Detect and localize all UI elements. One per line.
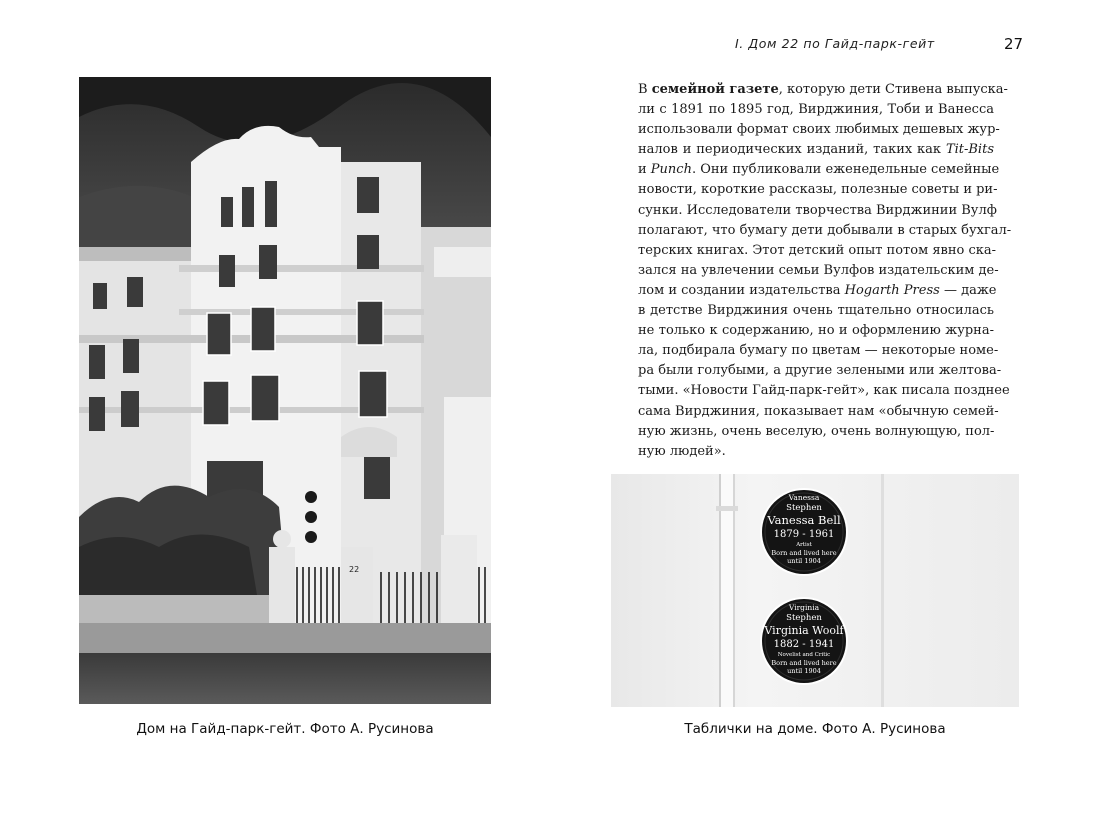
text-segment: новости, короткие рассказы, полезные советы и ри- [638, 182, 998, 198]
text-segment: налов и периодических изданий, таких как [638, 142, 946, 158]
text-line [638, 261, 999, 281]
plaque-top-name: Vanessa Bell [767, 513, 841, 527]
body-paragraph [638, 80, 1012, 462]
text-line [638, 301, 994, 321]
text-segment: сама Вирджиния, показывает нам «обычную семей- [638, 403, 999, 419]
text-segment: . Они публиковали еженедельные семейные [691, 162, 1000, 178]
text-segment: тыми. «Новости Гайд-парк-гейт», как писала позднее [638, 383, 1010, 399]
plaque-top-years: 1879 - 1961 [773, 529, 835, 540]
bold-text: семейной газете [651, 82, 779, 97]
text-segment: в детстве Вирджиния очень тщательно относилась [638, 303, 994, 319]
text-line [638, 341, 999, 361]
plaque-bottom-name: Virginia Woolf [764, 624, 844, 637]
text-line [638, 221, 1012, 241]
text-line [638, 120, 1000, 140]
text-line [638, 402, 999, 422]
text-segment: В [638, 82, 652, 97]
plaque-bottom-role: Novelist and Critic [777, 652, 831, 658]
plaques-photo-caption: Таблички на доме. Фото А. Русинова [684, 721, 946, 737]
house-number: 22 [349, 565, 360, 574]
italic-text: Hogarth Press [844, 282, 940, 298]
text-line [638, 241, 997, 261]
text-line [638, 80, 1008, 100]
text-segment: — даже [939, 282, 997, 298]
plaques-photo [611, 474, 1019, 707]
running-head: I. Дом 22 по Гайд-парк-гейт [735, 36, 935, 51]
text-segment: терских книгах. Этот детский опыт потом явно ска- [638, 242, 997, 258]
text-segment: использовали формат своих любимых дешевых жур- [638, 122, 1000, 138]
plaque-virginia-woolf [760, 597, 848, 685]
text-line [638, 281, 997, 301]
page-number: 27 [1004, 35, 1024, 53]
plaque-bottom-years: 1882 - 1941 [773, 639, 835, 650]
text-line [638, 100, 994, 120]
text-segment: ра были голубыми, а другие зелеными или желтова- [638, 363, 1002, 379]
plaque-top-role: Artist [796, 542, 812, 548]
text-segment: ли с 1891 по 1895 год, Вирджиния, Тоби и Ванесса [638, 102, 994, 118]
italic-text: Tit-Bits [945, 142, 994, 158]
text-segment: и [638, 162, 651, 178]
plaque-bottom-line2: Stephen [786, 613, 822, 623]
text-line [638, 140, 994, 160]
text-segment: полагают, что бумагу дети добывали в старых бухгал- [638, 222, 1012, 238]
text-line [638, 422, 994, 442]
plaque-bottom-line1: Virginia [788, 603, 820, 612]
text-line [638, 201, 997, 221]
text-segment: ную жизнь, очень веселую, очень волнующую, пол- [638, 423, 995, 439]
plaque-top-line7: until 1904 [787, 557, 821, 565]
plaque-top-line6: Born and lived here [771, 549, 837, 557]
plaque-bottom-line6: Born and lived here [771, 659, 837, 667]
text-line [638, 361, 1002, 381]
text-segment: ную людей». [638, 443, 726, 459]
plaque-vanessa-bell [760, 488, 848, 576]
text-line [638, 180, 998, 200]
text-segment: сунки. Исследователи творчества Вирджинии Вулф [638, 202, 997, 218]
text-line [638, 160, 1000, 180]
plaque-bottom-line7: until 1904 [787, 667, 821, 675]
text-segment: , которую дети Стивена выпуска- [778, 82, 1008, 97]
house-photo [79, 77, 491, 704]
text-segment: ла, подбирала бумагу по цветам — некоторые номе- [638, 343, 999, 359]
text-line [638, 321, 994, 341]
italic-text: Punch [650, 162, 692, 178]
text-line [638, 442, 994, 462]
text-segment: лом и создании издательства [638, 282, 845, 298]
text-segment: не только к содержанию, но и оформлению журна- [638, 323, 994, 339]
house-photo-caption: Дом на Гайд-парк-гейт. Фото А. Русинова [136, 721, 434, 737]
plaque-top-line1: Vanessa [788, 493, 820, 502]
plaque-top-line2: Stephen [786, 503, 822, 513]
text-segment: зался на увлечении семьи Вулфов издательским де- [638, 262, 999, 278]
text-line [638, 381, 1010, 401]
